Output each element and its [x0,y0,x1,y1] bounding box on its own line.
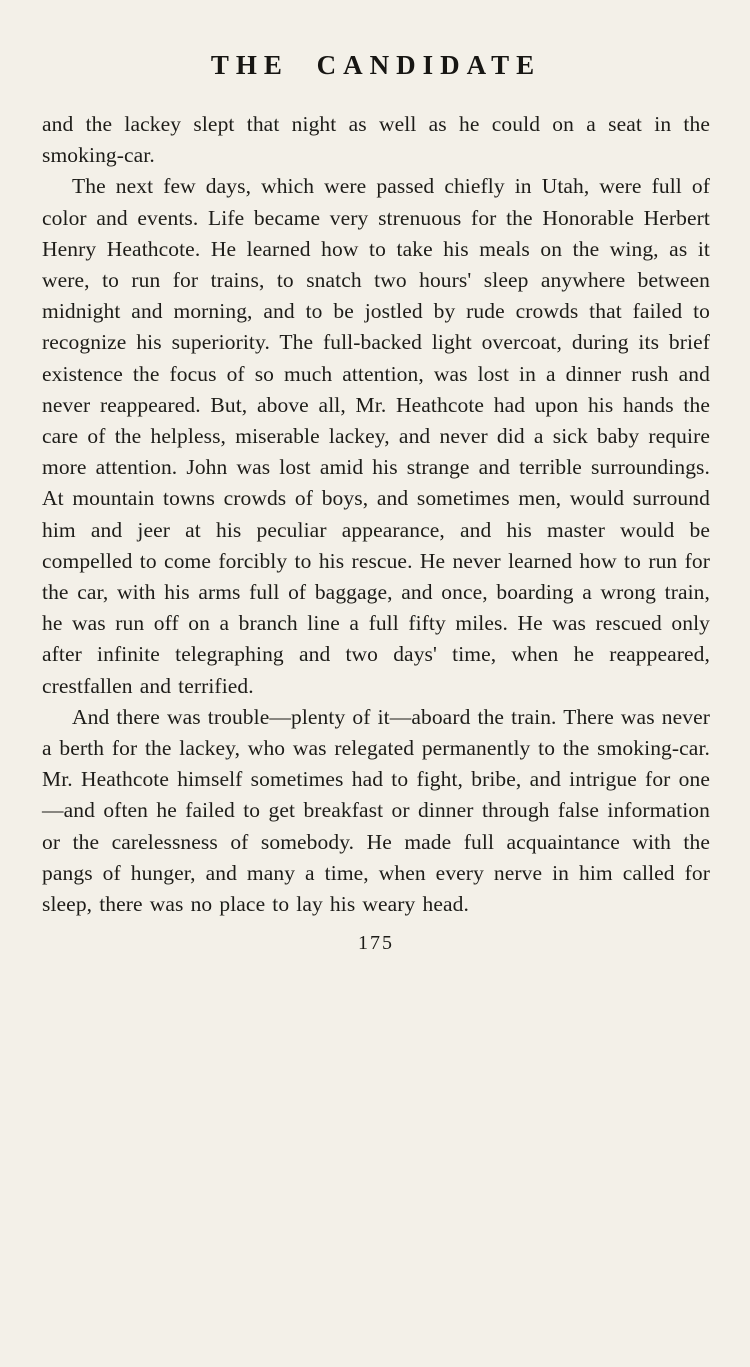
body-paragraph-continuation: and the lackey slept that night as well as he could on a seat in the smoking-car. [42,112,710,168]
page-title: THE CANDIDATE [210,50,542,80]
body-paragraph: The next few days, which were passed chiefly in Utah, were full of color and events. Life became very strenuous for the Honorable Herbert Henry Heathcote. He learned how to take his meals on the wing, as it were, to run for trains, to snatch two hours' sleep anywhere between midnight and morning, and to be jostled by rude crowds that failed to recognize his superiority. The full-backed light overcoat, during its brief existence the focus of so much attention, was lost in a dinner rush and never reappeared. But, above all, Mr. Heathcote had upon his hands the care of the helpless, miserable lackey, and never did a sick baby require more attention. John was lost amid his strange and terrible surroundings. At mountain towns crowds of boys, and sometimes men, would surround him and jeer at his peculiar appearance, and his master would be compelled to come forcibly to his rescue. He never learned how to run for the car, with his arms full of baggage, and once, boarding a wrong train, he was run off on a branch line a full fifty miles. He was rescued only after infinite telegraphing and two days' time, when he reappeared, crestfallen and terrified. [42,174,710,698]
page-number: 175 [358,932,394,955]
body-paragraph: And there was trouble—plenty of it—aboard the train. There was never a berth for the lackey, who was relegated permanently to the smoking-car. Mr. Heathcote himself sometimes had to fight, bribe, and intrigue for one—and often he failed to get breakfast or dinner through false information or the carelessness of somebody. He made full acquaintance with the pangs of hunger, and many a time, when every nerve in him called for sleep, there was no place to lay his weary head. [42,704,710,917]
page-body [42,109,710,920]
